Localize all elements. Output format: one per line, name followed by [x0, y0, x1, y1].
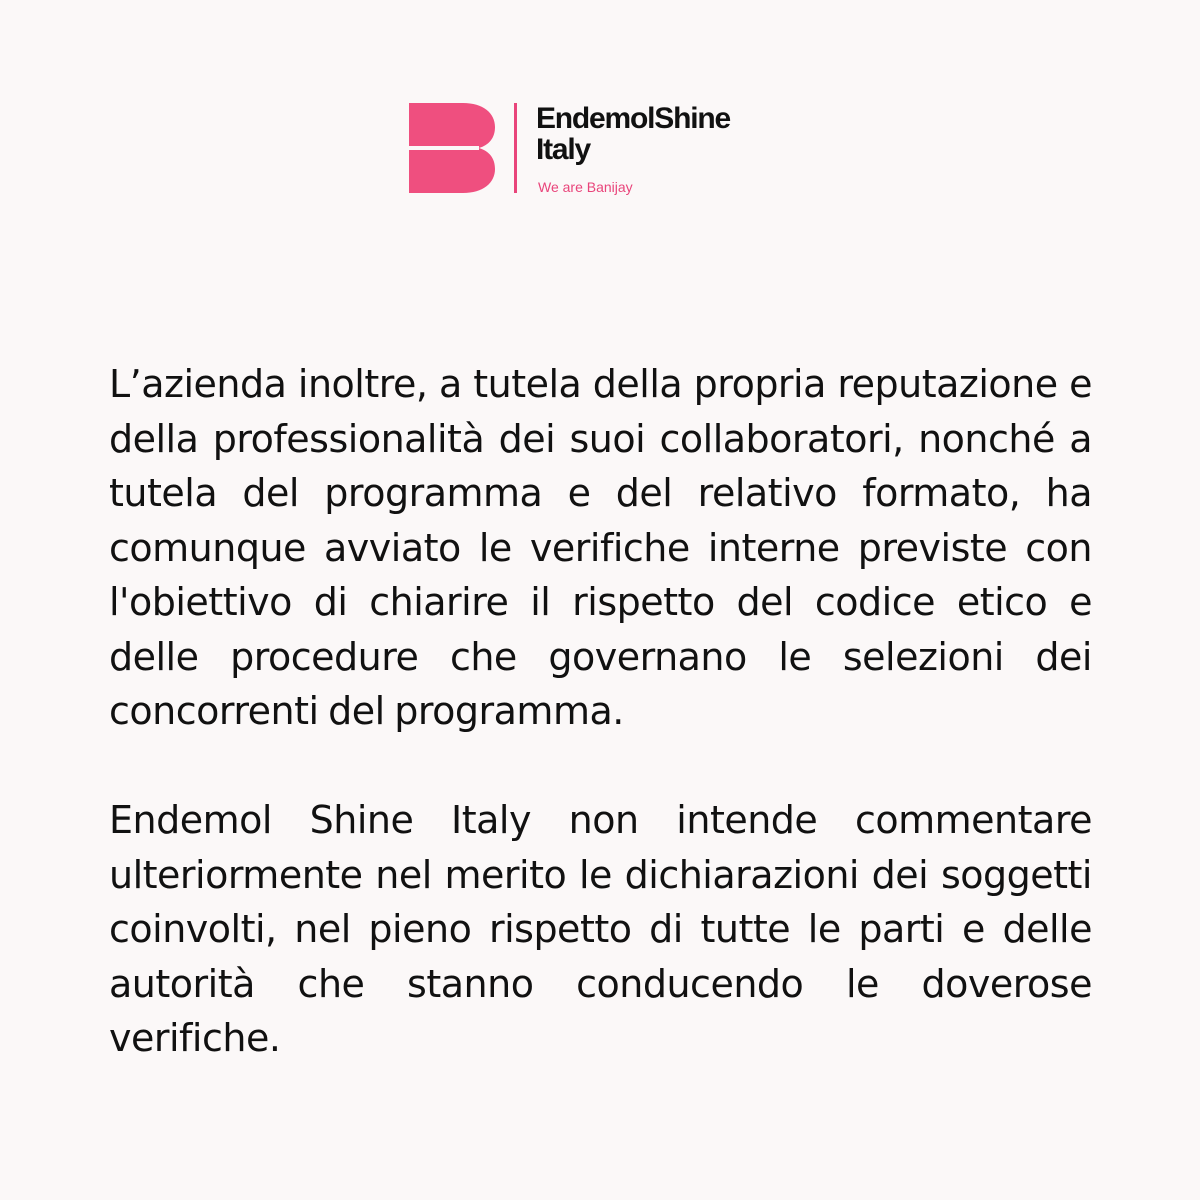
logo-divider: [514, 103, 517, 193]
brand-name-line-1: EndemolShine: [536, 102, 730, 135]
company-logo: [409, 103, 809, 195]
brand-tagline: We are Banijay: [538, 179, 633, 195]
press-statement: [109, 357, 1092, 1066]
statement-paragraph-2: Endemol Shine Italy non intende commentare ulteriormente nel merito le dichiarazioni dei soggetti coinvolti, nel pieno rispetto di tutte le parti e delle autorità che stanno conducendo le doverose verifiche.: [109, 798, 1092, 1060]
brand-name-line-2: Italy: [536, 133, 591, 166]
statement-paragraph-1: L’azienda inoltre, a tutela della propria reputazione e della professionalità dei suoi collaboratori, nonché a tutela del programma e del relativo formato, ha comunque avviato le verifiche interne previste con l'obiettivo di chiarire il rispetto del codice etico e delle procedure che governano le selezioni dei concorrenti del programma.: [109, 362, 1092, 733]
banijay-b-icon: [409, 103, 495, 193]
brand-name: [536, 103, 730, 165]
